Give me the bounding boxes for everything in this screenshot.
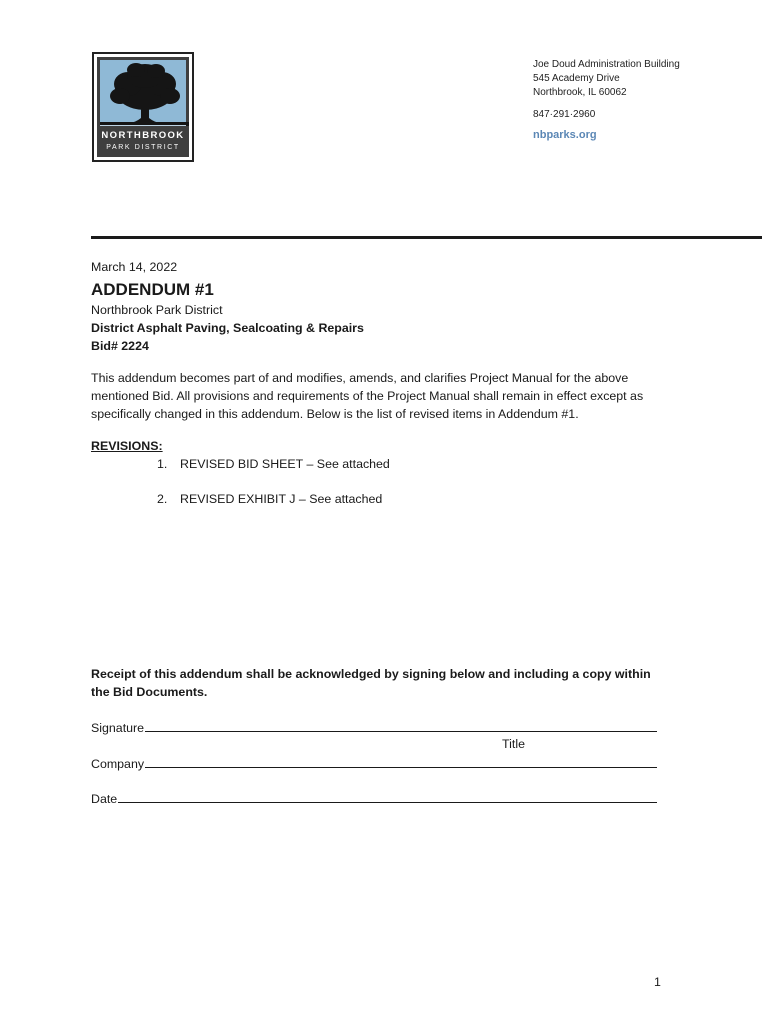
- logo-text-northbrook: NORTHBROOK: [101, 130, 185, 141]
- page-number: 1: [654, 975, 661, 989]
- contact-street: 545 Academy Drive: [533, 73, 620, 84]
- revision-item: [91, 490, 671, 508]
- date-field[interactable]: [91, 788, 657, 806]
- letter-date: March 14, 2022: [91, 260, 178, 274]
- company-line[interactable]: [145, 767, 657, 768]
- revision-text: REVISED BID SHEET – See attached: [180, 457, 390, 471]
- park-district-logo: [92, 52, 194, 162]
- contact-city: Northbrook, IL 60062: [533, 87, 627, 98]
- website-link[interactable]: nbparks.org: [533, 129, 597, 141]
- logo-text-park-district: PARK DISTRICT: [106, 144, 180, 151]
- header-divider: [91, 236, 762, 239]
- revision-number: 2.: [157, 492, 168, 506]
- revision-item: [91, 455, 671, 473]
- letter-body: [91, 258, 671, 508]
- addendum-heading: ADDENDUM #1: [91, 280, 214, 299]
- contact-block: [533, 58, 680, 142]
- contact-phone: 847·291·2960: [533, 109, 596, 120]
- revisions-heading: REVISIONS:: [91, 439, 163, 453]
- bid-number: Bid# 2224: [91, 339, 149, 353]
- revision-number: 1.: [157, 457, 168, 471]
- organization-name: Northbrook Park District: [91, 303, 223, 317]
- title-label: Title: [502, 737, 525, 751]
- company-label: Company: [91, 757, 145, 771]
- signature-line[interactable]: [145, 731, 657, 732]
- company-field[interactable]: [91, 753, 657, 771]
- date-line[interactable]: [118, 802, 657, 803]
- signature-block: [91, 717, 657, 806]
- revision-text: REVISED EXHIBIT J – See attached: [180, 492, 383, 506]
- signature-label: Signature: [91, 721, 145, 735]
- signature-field[interactable]: [91, 717, 657, 735]
- intro-paragraph: This addendum becomes part of and modifies, amends, and clarifies Project Manual for the above mentioned Bid. All provisions and requirements of the Project Manual shall remain in effect except as specifically changed in this addendum. Below is the list of revised items in Addendum #1.: [91, 371, 644, 421]
- tree-icon: [100, 60, 189, 126]
- date-label: Date: [91, 792, 118, 806]
- contact-building: Joe Doud Administration Building: [533, 59, 680, 70]
- project-name: District Asphalt Paving, Sealcoating & Repairs: [91, 321, 364, 335]
- logo-divider: [100, 125, 186, 126]
- receipt-instruction: Receipt of this addendum shall be acknowledged by signing below and including a copy within the Bid Documents.: [91, 667, 651, 699]
